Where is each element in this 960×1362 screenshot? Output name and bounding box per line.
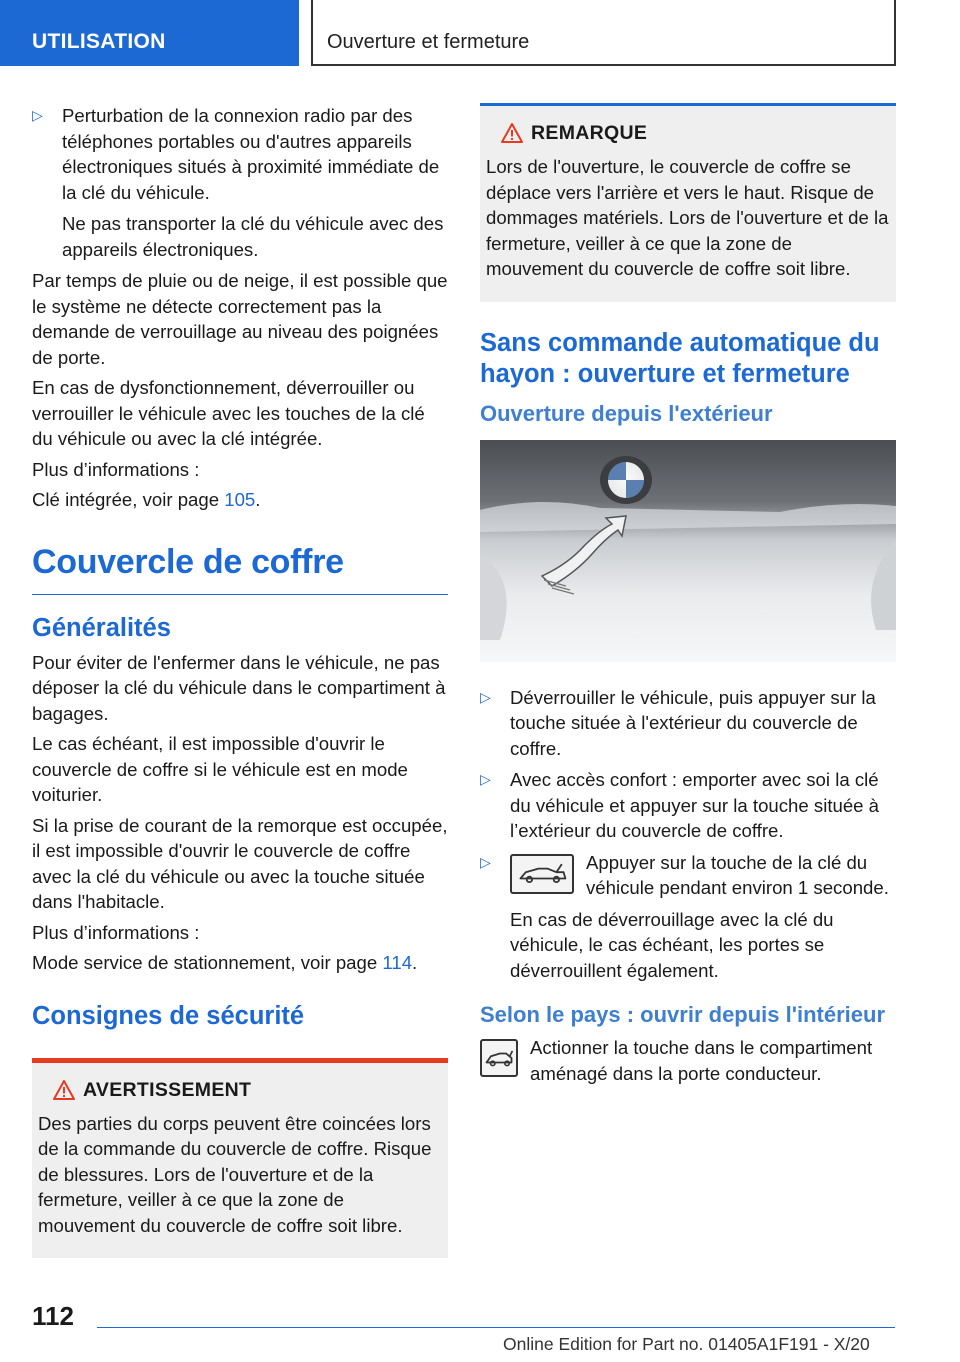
warning-text: Des parties du corps peuvent être coincées lors de la commande du couvercle de coffre. Risque de blessures. Lors de l'ouverture et de la fermeture, veiller à ce que la zone de mouvement du couvercle de coffre soit libre.	[38, 1112, 432, 1236]
edition-label: Online Edition for Part no. 01405A1F191 - X/20	[503, 1334, 870, 1354]
note-box	[480, 103, 896, 302]
list-item	[480, 767, 896, 844]
page-number: 112	[32, 1301, 74, 1331]
subsection-heading: Ouverture depuis l'extérieur	[480, 400, 773, 426]
paragraph: Si la prise de courant de la remorque est occupée, il est impossible d'ouvrir le couvercle de coffre avec la clé du véhicule ou avec la touche située dans l'habitacle.	[32, 814, 448, 912]
more-info-label: Plus d’informations :	[32, 458, 200, 480]
warning-title-text: AVERTISSEMENT	[83, 1078, 252, 1101]
list-item-text: Appuyer sur la touche de la clé du véhicule pendant environ 1 seconde.	[586, 851, 889, 898]
inside-instruction	[480, 1035, 896, 1086]
trunk-button-icon	[480, 1039, 518, 1077]
section-heading: Consignes de sécurité	[32, 1001, 305, 1030]
triangle-right-icon: ▷	[480, 771, 491, 787]
footer-divider	[97, 1327, 895, 1328]
reference-text: Mode service de stationnement, voir page	[32, 952, 383, 973]
note-title-text: REMARQUE	[531, 122, 648, 144]
note-text: Lors de l'ouverture, le couvercle de coffre se déplace vers l'arrière et vers le haut. Risque de dommages matériels. Lors de l'ouverture et de la fermeture, veiller à ce que la zone de mouvement du couvercle de coffre soit libre.	[486, 156, 889, 279]
section-heading: Généralités	[32, 613, 171, 642]
list-item	[32, 103, 448, 262]
list-item	[480, 850, 896, 984]
reference-text: Clé intégrée, voir page	[32, 489, 225, 510]
page-link-114[interactable]: 114	[382, 952, 413, 973]
triangle-right-icon: ▷	[480, 853, 491, 870]
page-reference	[32, 950, 448, 976]
list-item	[480, 685, 896, 762]
key-instruction	[510, 850, 896, 901]
warning-triangle-icon	[500, 122, 524, 144]
section-heading: Sans commande automatique du hayon : ouverture et fermeture	[480, 328, 880, 388]
list-item-subtext: Ne pas transporter la clé du véhicule avec des appareils électroniques.	[62, 213, 444, 260]
page-header	[0, 0, 960, 66]
list-item-text: Déverrouiller le véhicule, puis appuyer sur la touche située à l'extérieur du couvercle de coffre.	[510, 686, 876, 759]
warning-triangle-icon	[52, 1079, 76, 1101]
section-tab: UTILISATION	[0, 0, 299, 66]
more-info-label: Plus d’informations :	[32, 921, 200, 943]
chapter-title: Ouverture et fermeture	[311, 0, 896, 66]
paragraph: En cas de dysfonctionnement, déverrouiller ou verrouiller le véhicule avec les touches de la clé du véhicule ou avec la clé intégrée.	[32, 377, 425, 449]
chapter-heading: Couvercle de coffre	[32, 543, 448, 595]
trunk-button-photo	[480, 440, 896, 662]
warning-box	[32, 1058, 448, 1259]
left-column	[32, 103, 448, 1258]
note-title	[486, 122, 890, 145]
list-item-text: Perturbation de la connexion radio par des téléphones portables ou d'autres appareils électroniques situés à proximité immédiate de la clé du véhicule.	[62, 105, 440, 203]
page-link-105[interactable]: 105	[224, 489, 256, 510]
subsection-heading: Selon le pays : ouvrir depuis l'intérieur	[480, 1002, 886, 1027]
triangle-right-icon: ▷	[32, 107, 43, 123]
list-item-subtext: En cas de déverrouillage avec la clé du véhicule, le cas échéant, les portes se déverrouillent également.	[510, 908, 834, 981]
page-reference	[32, 487, 448, 513]
trunk-open-key-icon	[510, 854, 574, 894]
reference-end: .	[255, 489, 261, 510]
paragraph: Par temps de pluie ou de neige, il est possible que le système ne détecte correctement pas la demande de verrouillage au niveau des poignées de porte.	[32, 270, 448, 368]
reference-end: .	[412, 952, 418, 973]
triangle-right-icon: ▷	[480, 688, 491, 705]
list-item-text: Avec accès confort : emporter avec soi la clé du véhicule et appuyer sur la touche située à l’extérieur du couvercle de coffre.	[510, 769, 880, 841]
paragraph: Le cas échéant, il est impossible d'ouvrir le couvercle de coffre si le véhicule est en mode voiturier.	[32, 733, 408, 805]
right-column	[480, 103, 896, 1091]
paragraph: Pour éviter de l'enfermer dans le véhicule, ne pas déposer la clé du véhicule dans le compartiment à bagages.	[32, 651, 446, 724]
warning-title	[38, 1079, 442, 1102]
inside-text: Actionner la touche dans le compartiment aménagé dans la porte conducteur.	[530, 1037, 873, 1084]
